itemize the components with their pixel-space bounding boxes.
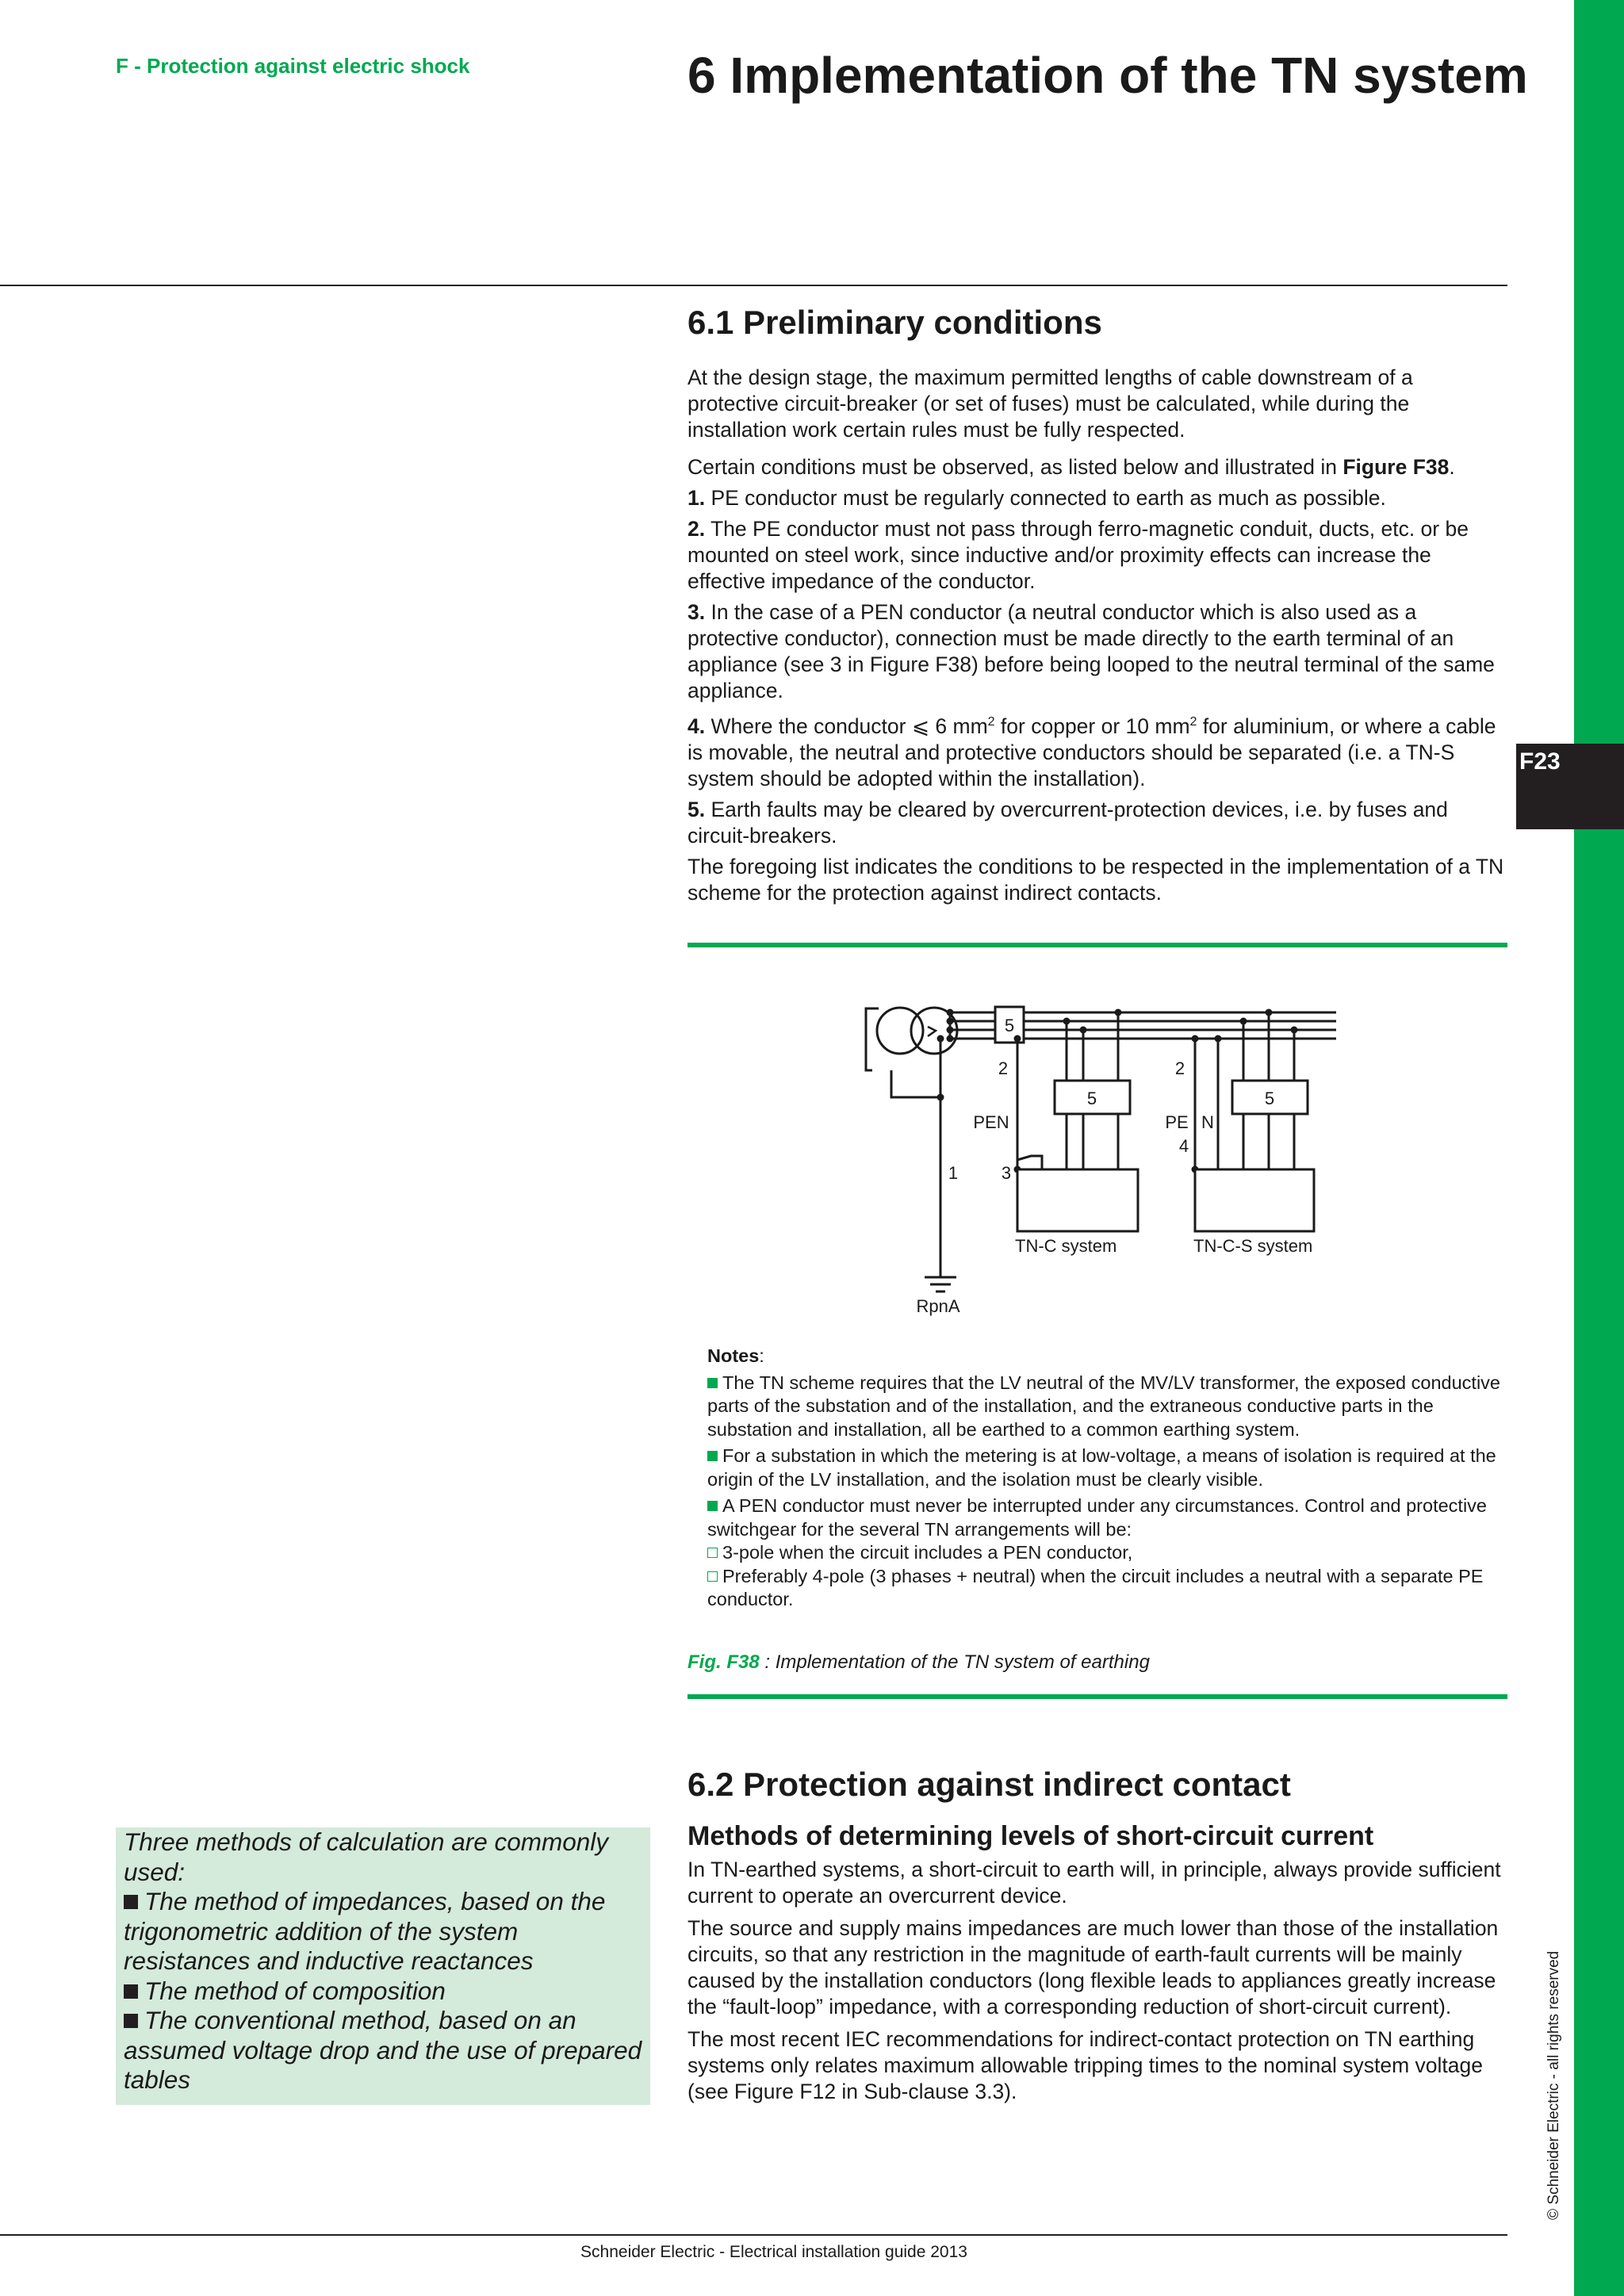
section-6-1 xyxy=(688,303,1507,911)
figure-bottom-rule xyxy=(688,1694,1507,1699)
label-1: 1 xyxy=(948,1163,959,1183)
paragraph-tn-earthed: In TN-earthed systems, a short-circuit to earth will, in principle, always provide sufficient current to operate an overcurrent device. xyxy=(688,1858,1501,1908)
list-item-4: 4. Where the conductor ⩽ 6 $mm^2$ for copper or 10 $mm^2$ for aluminium, or where a cable is movable, the neutral and protective conductors should be separated (i.e. a TN-S system should be adopted within the installation). xyxy=(688,714,1496,790)
tn-system-diagram xyxy=(856,995,1348,1324)
figure-reference: Figure F38 xyxy=(1342,455,1450,479)
section-6-2-subtitle: Methods of determining levels of short-circuit current xyxy=(688,1821,1374,1851)
note-item: For a substation in which the metering is at low-voltage, a means of isolation is required at the origin of the LV installation, and the isolation must be clearly visible. xyxy=(707,1445,1496,1490)
paragraph-impedances: The source and supply mains impedances are much lower than those of the installation circuits, so that any restriction in the magnitude of earth-fault currents will be mainly caused by the installation conductors (long flexible leads to appliances greatly increase the “fault-loop” impedance, with a corresponding reduction of short-circuit current). xyxy=(688,1916,1499,2019)
sidebar-summary-box xyxy=(116,1827,650,2105)
conditions-end: . xyxy=(1449,455,1455,479)
sidebar-item: The conventional method, based on an assumed voltage drop and the use of prepared tables xyxy=(124,2006,642,2094)
list-item-3: 3. In the case of a PEN conductor (a neutral conductor which is also used as a protective conductor), connection must be made directly to the earth terminal of an appliance (see 3 in Figure F38) before being looped to the neutral terminal of the same appliance. xyxy=(688,600,1495,702)
label-2-tnc: 2 xyxy=(998,1058,1009,1078)
chapter-title: 6 Implementation of the TN system xyxy=(688,47,1528,104)
list-item-5: 5. Earth faults may be cleared by overcurrent-protection devices, i.e. by fuses and circuit-breakers. xyxy=(688,797,1448,848)
green-square-bullet-icon xyxy=(707,1378,718,1388)
note-item: A PEN conductor must never be interrupted under any circumstances. Control and protective switchgear for the several TN arrangements will be: xyxy=(707,1495,1487,1540)
page-footer: Schneider Electric - Electrical installation guide 2013 xyxy=(580,2243,967,2261)
label-tncs-system: TN-C-S system xyxy=(1193,1236,1313,1256)
green-square-bullet-icon xyxy=(707,1501,718,1511)
sidebar-item: The method of impedances, based on the trigonometric addition of the system resistances and inductive reactances xyxy=(124,1887,606,1975)
transformer-symbol xyxy=(877,1008,957,1054)
page-number-tab: F23 xyxy=(1516,744,1624,829)
label-2-tncs: 2 xyxy=(1174,1058,1185,1078)
paragraph-intro: At the design stage, the maximum permitted lengths of cable downstream of a protective circuit-breaker (or set of fuses) must be calculated, while during the installation work certain rules must be fully respected. xyxy=(688,365,1413,442)
paragraph-foregoing: The foregoing list indicates the conditions to be respected in the implementation of a TN scheme for the protection against indirect contacts. xyxy=(688,854,1504,905)
subnote-item: 3-pole when the circuit includes a PEN conductor, xyxy=(707,1541,1500,1565)
header-rule xyxy=(0,285,1507,286)
black-square-bullet-icon xyxy=(124,1895,138,1909)
label-rpna: RpnA xyxy=(916,1296,960,1316)
tnc-appliance xyxy=(1017,1169,1138,1231)
list-item-1: 1. PE conductor must be regularly connected to earth as much as possible. xyxy=(688,486,1386,510)
svg-text:5: 5 xyxy=(1086,1089,1097,1108)
conditions-text: Certain conditions must be observed, as listed below and illustrated in xyxy=(688,455,1343,479)
label-pe: PE xyxy=(1165,1112,1189,1132)
tncs-appliance xyxy=(1195,1169,1314,1231)
copyright-notice: © Schneider Electric - all rights reserved xyxy=(1545,1950,1562,2220)
green-square-bullet-icon xyxy=(707,1451,718,1461)
paragraph-iec: The most recent IEC recommendations for indirect-contact protection on TN earthing systems only relates maximum allowable tripping times to the nominal system voltage (see Figure F12 in Sub-clause 3.3). xyxy=(688,2027,1483,2103)
label-3: 3 xyxy=(1001,1163,1012,1183)
label-5: 5 xyxy=(1004,1016,1015,1035)
subnote-item: Preferably 4-pole (3 phases + neutral) when the circuit includes a neutral with a separate PE conductor. xyxy=(707,1565,1484,1609)
open-square-bullet-icon xyxy=(707,1571,718,1582)
notes-title: Notes: xyxy=(707,1345,764,1366)
paragraph-conditions xyxy=(688,454,1507,480)
sidebar-item: The method of composition xyxy=(124,1976,642,2007)
sidebar-intro: Three methods of calculation are commonly used: xyxy=(124,1827,609,1886)
black-square-bullet-icon xyxy=(124,1984,138,1999)
note-item: The TN scheme requires that the LV neutral of the MV/LV transformer, the exposed conductive parts of the substation and of the installation, and the extraneous conductive parts in the substation and installation, all be earthed to a common earthing system. xyxy=(707,1372,1500,1440)
label-4: 4 xyxy=(1178,1136,1189,1156)
figure-caption: Fig. F38 : Implementation of the TN system of earthing xyxy=(688,1651,1150,1673)
footer-rule xyxy=(0,2234,1507,2236)
section-label: F - Protection against electric shock xyxy=(116,54,470,78)
list-item-2: 2. The PE conductor must not pass through ferro-magnetic conduit, ducts, etc. or be mounted on steel work, since inductive and/or proximity effects can increase the effective impedance of the conductor. xyxy=(688,517,1469,593)
side-green-bar xyxy=(1574,0,1624,2296)
section-6-2-title: 6.2 Protection against indirect contact xyxy=(688,1766,1291,1803)
svg-text:5: 5 xyxy=(1264,1089,1275,1108)
figure-notes xyxy=(707,1345,1500,1615)
label-n: N xyxy=(1201,1112,1214,1132)
open-square-bullet-icon xyxy=(707,1548,718,1558)
label-pen: PEN xyxy=(973,1112,1009,1132)
section-6-2 xyxy=(688,1765,1507,2116)
section-6-1-title: 6.1 Preliminary conditions xyxy=(688,304,1102,341)
black-square-bullet-icon xyxy=(124,2014,138,2028)
label-tnc-system: TN-C system xyxy=(1015,1236,1117,1256)
figure-top-rule xyxy=(688,943,1507,947)
